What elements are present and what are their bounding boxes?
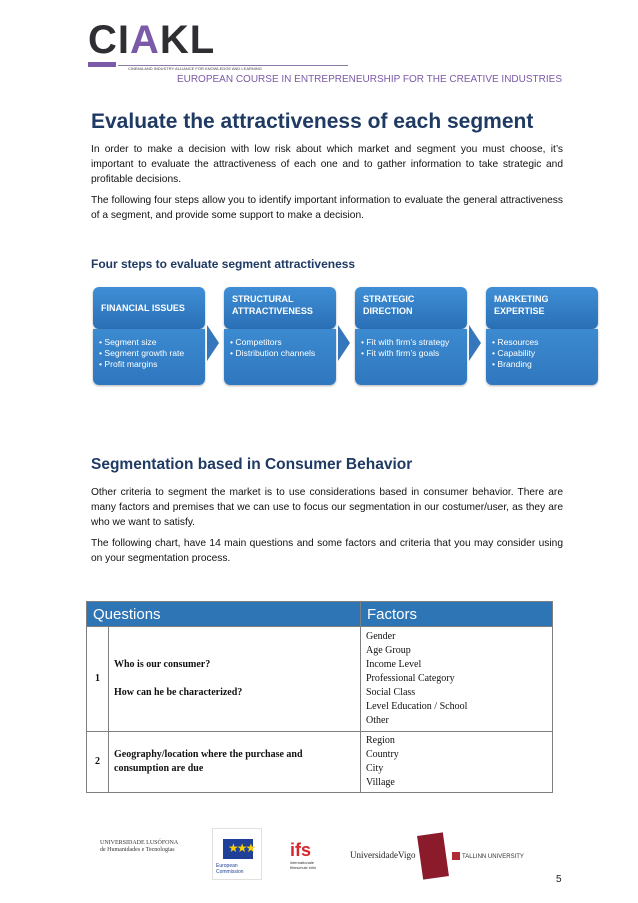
question-line: Geography/location where the purchase and consumption are due <box>114 749 303 774</box>
paragraph: The following four steps allow you to identify important information to evaluate the general attractiveness of a segment, and provide some support to make a decision. <box>91 195 563 221</box>
step-item: • Segment growth rate <box>99 348 199 359</box>
partner-logos <box>100 828 540 886</box>
tallinn-mark-icon <box>452 852 460 860</box>
step-item: • Capability <box>492 348 592 359</box>
european-commission-logo <box>212 828 262 880</box>
row-number: 2 <box>87 732 109 793</box>
step-title: FINANCIAL ISSUES <box>93 287 205 329</box>
arrow-icon <box>338 325 350 361</box>
factor-item: Country <box>366 749 399 760</box>
eu-caption: European Commission <box>216 863 244 875</box>
step-items <box>486 329 598 385</box>
factors-cell <box>361 627 553 732</box>
table-row <box>87 627 553 732</box>
question-line: How can he be characterized? <box>114 687 243 698</box>
badge-logo <box>417 832 449 879</box>
step-item: • Distribution channels <box>230 348 330 359</box>
vigo-logo: UniversidadeVigo <box>350 850 416 860</box>
step-item: • Fit with firm’s goals <box>361 348 461 359</box>
row-number: 1 <box>87 627 109 732</box>
ifs-logo: ifs <box>290 840 312 860</box>
section-title-consumer-behavior: Segmentation based in Consumer Behavior <box>91 456 413 473</box>
step-strategic <box>355 287 467 385</box>
column-header-questions: Questions <box>87 602 361 627</box>
step-title: STRUCTURAL ATTRACTIVENESS <box>224 287 336 329</box>
factor-item: Region <box>366 735 395 746</box>
logo-tagline: CINEMA AND INDUSTRY ALLIANCE FOR KNOWLEDGE AND LEARNING <box>128 66 262 71</box>
step-marketing <box>486 287 598 385</box>
step-item: • Resources <box>492 337 592 348</box>
step-items <box>355 329 467 385</box>
tallinn-logo: TALLINN UNIVERSITY <box>462 854 524 860</box>
step-item: • Profit margins <box>99 359 199 370</box>
page-number: 5 <box>556 874 562 885</box>
step-structural <box>224 287 336 385</box>
factor-item: Level Education / School <box>366 701 468 712</box>
question-line: Who is our consumer? <box>114 659 211 670</box>
step-items <box>93 329 205 385</box>
factor-item: Social Class <box>366 687 416 698</box>
step-item: • Competitors <box>230 337 330 348</box>
step-item: • Fit with firm’s strategy <box>361 337 461 348</box>
question-cell <box>109 627 361 732</box>
eu-flag-icon: ★★★ <box>223 839 253 859</box>
step-item: • Branding <box>492 359 592 370</box>
factor-item: Gender <box>366 631 396 642</box>
factor-item: Income Level <box>366 659 422 670</box>
course-title: EUROPEAN COURSE IN ENTREPRENEURSHIP FOR THE CREATIVE INDUSTRIES <box>176 74 562 85</box>
section-title-attractiveness: Evaluate the attractiveness of each segment <box>91 110 534 133</box>
step-title: STRATEGIC DIRECTION <box>355 287 467 329</box>
paragraph: The following chart, have 14 main questions and some factors and criteria that you may consider using on your segmentation process. <box>91 538 563 564</box>
logo-accent-bar <box>88 62 116 67</box>
four-steps-diagram <box>93 287 629 387</box>
step-financial <box>93 287 205 385</box>
step-title: MARKETING EXPERTISE <box>486 287 598 329</box>
factor-item: Other <box>366 715 389 726</box>
lusofona-logo: UNIVERSIDADE LUSÓFONA de Humanidades e Tecnologias <box>100 840 178 853</box>
steps-heading: Four steps to evaluate segment attractiveness <box>91 257 356 271</box>
arrow-icon <box>469 325 481 361</box>
factor-item: City <box>366 763 384 774</box>
paragraph: In order to make a decision with low risk about which market and segment you must choose, it’s important to evaluate the attractiveness of each one and to gather information to take strategic and profitable decisions. <box>91 144 563 185</box>
step-items <box>224 329 336 385</box>
paragraph: Other criteria to segment the market is to use considerations based in consumer behavior. There are many factors and premises that we can use to focus our segmentation in our costumer/user, as they are who we want to satisfy. <box>91 487 563 528</box>
table-header-row <box>87 602 553 627</box>
table-row <box>87 732 553 793</box>
ifs-caption: internationale filmschule köln <box>290 860 317 870</box>
factor-item: Age Group <box>366 645 411 656</box>
ciakl-logo <box>88 20 348 72</box>
arrow-icon <box>207 325 219 361</box>
factors-cell <box>361 732 553 793</box>
factor-item: Village <box>366 777 395 788</box>
logo-wordmark: CIAKL <box>88 18 216 62</box>
questions-table <box>86 601 553 793</box>
column-header-factors: Factors <box>361 602 553 627</box>
question-cell <box>109 732 361 793</box>
factor-item: Professional Category <box>366 673 455 684</box>
step-item: • Segment size <box>99 337 199 348</box>
